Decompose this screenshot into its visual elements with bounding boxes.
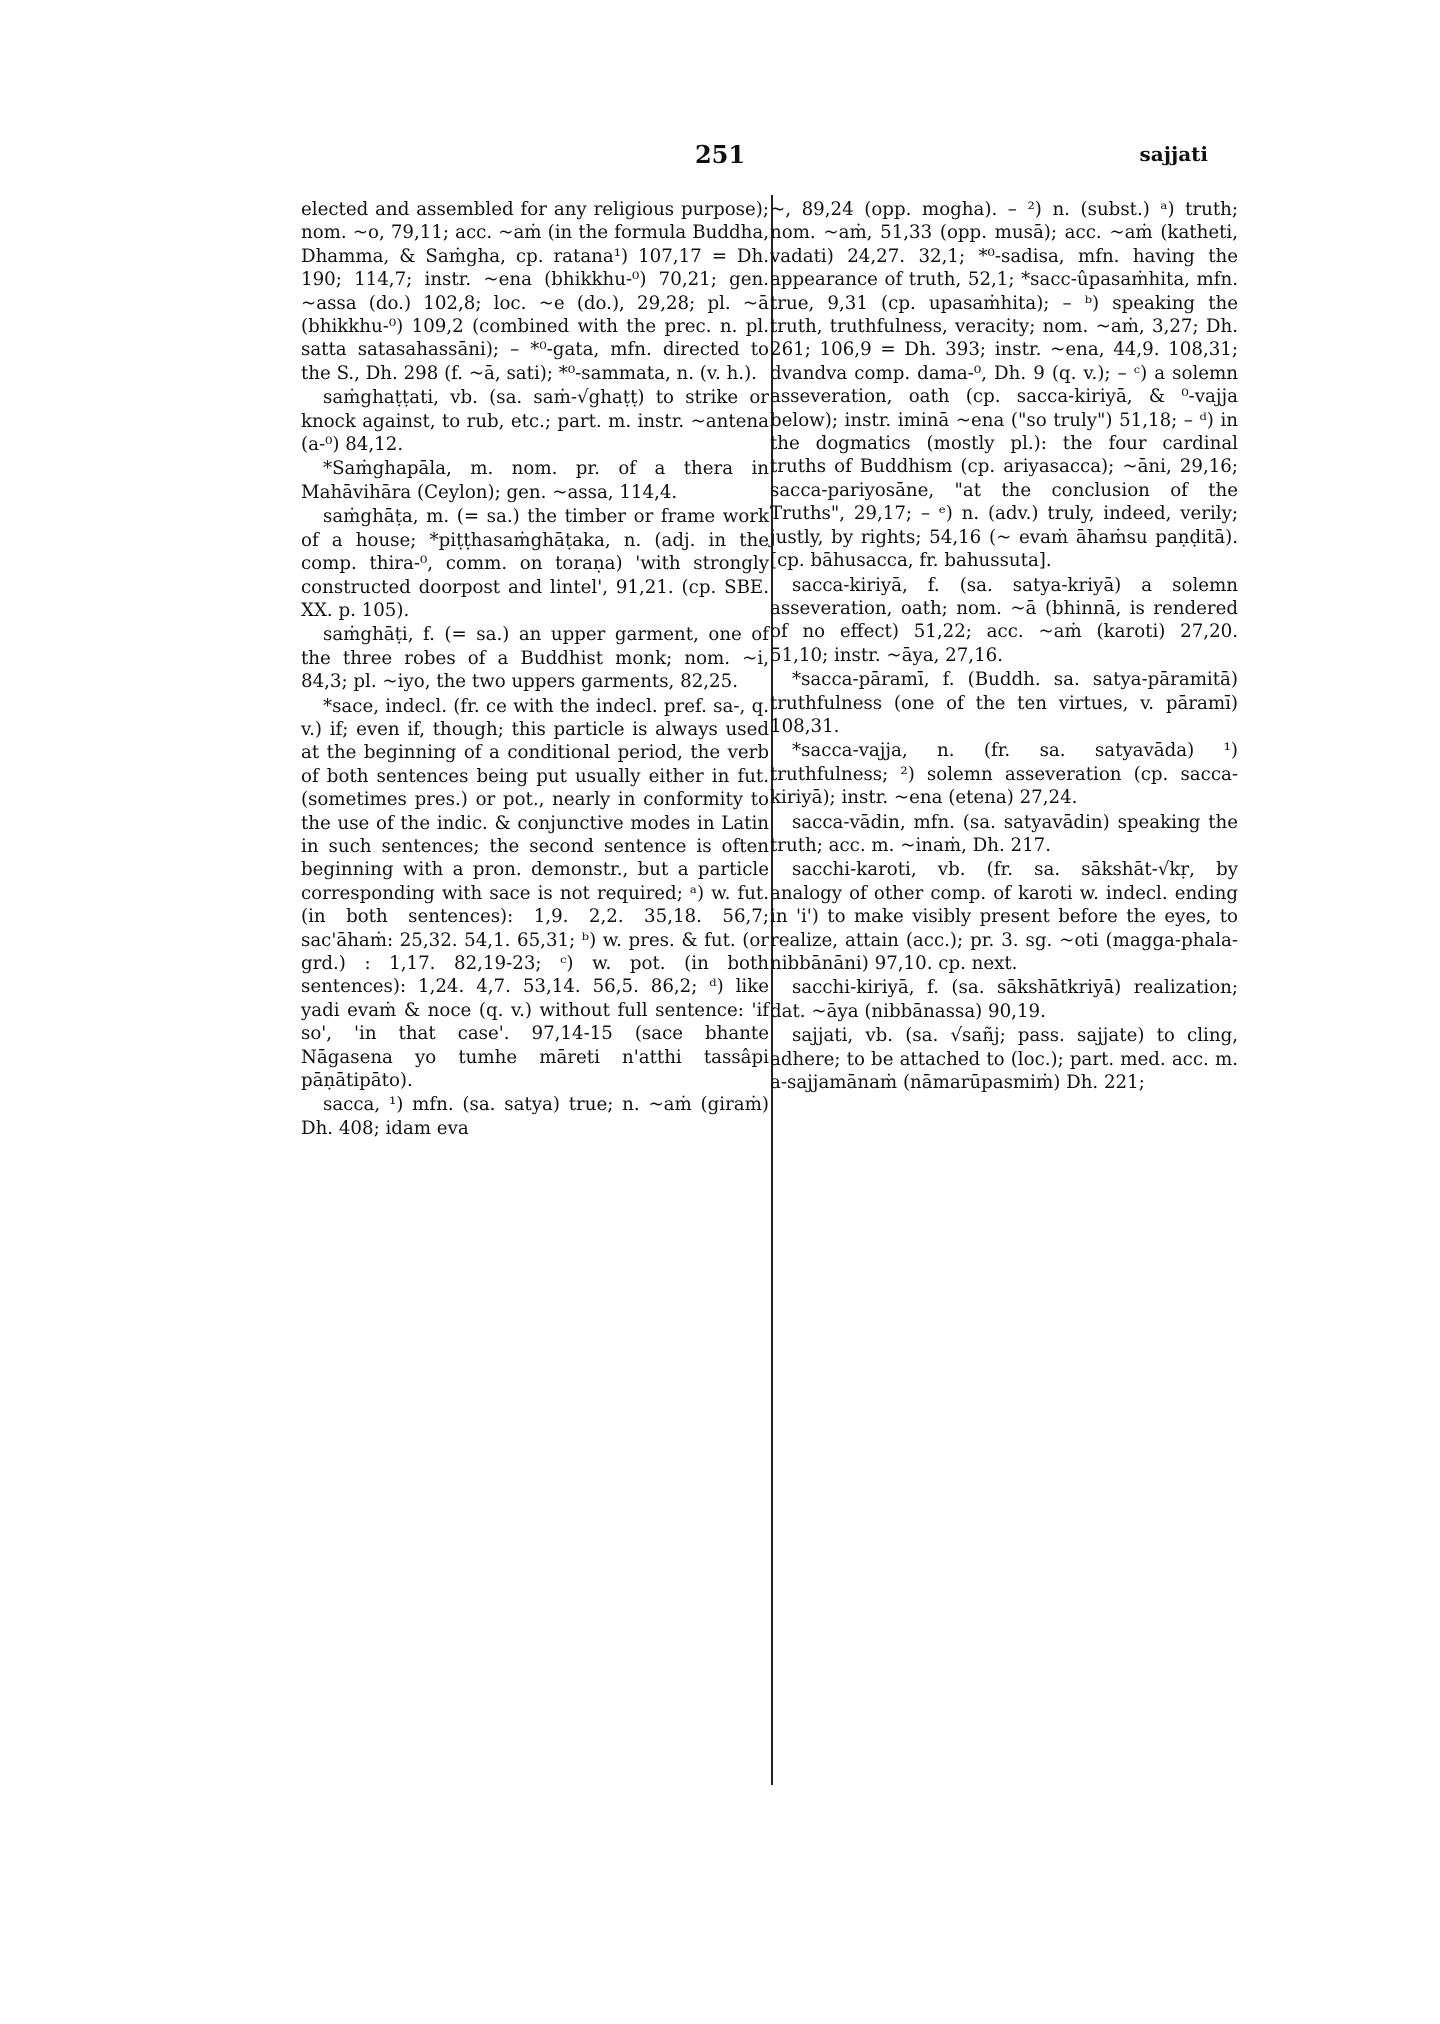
entry-sacca-vadin: sacca-vādin, mfn. (sa. satyavādin) speaking the truth; acc. m. ~inaṁ, Dh. 217. <box>770 811 1238 856</box>
running-head: sajjati <box>1139 142 1208 166</box>
entry-sacca: sacca, ¹) mfn. (sa. satya) true; n. ~aṁ (giraṁ) Dh. 408; idam eva <box>301 1094 769 1139</box>
entry-sacchi-kiriya: sacchi-kiriyā, f. (sa. sākshātkriyā) realization; dat. ~āya (nibbānassa) 90,19. <box>770 977 1238 1022</box>
entry-sacca-vajja: *sacca-vajja, n. (fr. sa. satyavāda) ¹) truthfulness; ²) solemn asseveration (cp. sacca-kiriyā); instr. ~ena (etena) 27,24. <box>770 740 1238 809</box>
entry-samghati: saṁghāṭi, f. (= sa.) an upper garment, one of the three robes of a Buddhist monk; nom. ~i, 84,3; pl. ~iyo, the two uppers garments, 82,25. <box>301 624 769 693</box>
entry-sacca-parami: *sacca-pāramī, f. (Buddh. sa. satya-pāramitā) truthfulness (one of the ten virtues, v. pāramī) 108,31. <box>770 669 1238 737</box>
entry-sacchi-karoti: sacchi-karoti, vb. (fr. sa. sākshāt-√kṛ, by analogy of other comp. of karoti w. indecl. ending in 'i') to make visibly present before the eyes, to realize, attain (acc.); pr. 3. sg. ~oti (magga-phala-nibbānāni) 97,10. cp. next. <box>770 859 1238 974</box>
entry-samghata: saṁghāṭa, m. (= sa.) the timber or frame work of a house; *piṭṭhasaṁghāṭaka, n. (adj. in the comp. thira-⁰, comm. on toraṇa) 'with strongly constructed doorpost and lintel', 91,21. (cp. SBE. XX. p. 105). <box>301 506 769 621</box>
entry-samghattati: saṁghaṭṭati, vb. (sa. saṁ-√ghaṭṭ) to strike or knock against, to rub, etc.; part. m. instr. ~antena (a-⁰) 84,12. <box>301 387 769 456</box>
left-column <box>301 198 769 1140</box>
entry-sace: *sace, indecl. (fr. ce with the indecl. pref. sa-, q. v.) if; even if, though; this particle is always used at the beginning of a conditional period, the verb of both sentences being put usually either in fut. (sometimes pres.) or pot., nearly in conformity to the use of the indic. & conjunctive modes in Latin in such sentences; the second sentence is often beginning with a pron. demonstr., but a particle corresponding with sace is not required; ᵃ) w. fut. (in both sentences): 1,9. 2,2. 35,18. 56,7; sac'āhaṁ: 25,32. 54,1. 65,31; ᵇ) w. pres. & fut. (or grd.) : 1,17. 82,19-23; ᶜ) w. pot. (in both sentences): 1,24. 4,7. 53,14. 56,5. 86,2; ᵈ) like yadi evaṁ & noce (q. v.) without full sentence: 'if so', 'in that case'. 97,14-15 (sace bhante Nāgasena yo tumhe māreti n'atthi tassâpi pāṇātipāto). <box>301 695 769 1092</box>
entry-continuation: elected and assembled for any religious purpose); nom. ~o, 79,11; acc. ~aṁ (in the formula Buddha, Dhamma, & Saṁgha, cp. ratana¹) 107,17 = Dh. 190; 114,7; instr. ~ena (bhikkhu-⁰) 70,21; gen. ~assa (do.) 102,8; loc. ~e (do.), 29,28; pl. ~ā (bhikkhu-⁰) 109,2 (combined with the prec. n. pl. satta satasahassāni); – *⁰-gata, mfn. directed to the S., Dh. 298 (f. ~ā, sati); *⁰-sammata, n. (v. h.). <box>301 199 769 384</box>
entry-sacca-kiriya: sacca-kiriyā, f. (sa. satya-kriyā) a solemn asseveration, oath; nom. ~ā (bhinnā, is rendered of no effect) 51,22; acc. ~aṁ (karoti) 27,20. 51,10; instr. ~āya, 27,16. <box>770 574 1238 666</box>
right-column <box>770 198 1238 1094</box>
entry-sajjati: sajjati, vb. (sa. √sañj; pass. sajjate) to cling, adhere; to be attached to (loc.); part. med. acc. m. a-sajjamānaṁ (nāmarūpasmiṁ) Dh. 221; <box>770 1025 1238 1094</box>
entry-samghapala: *Saṁghapāla, m. nom. pr. of a thera in Mahāvihāra (Ceylon); gen. ~assa, 114,4. <box>301 458 769 503</box>
page-header <box>0 140 1440 170</box>
entry-sacca-continuation: ~, 89,24 (opp. mogha). – ²) n. (subst.) ᵃ) truth; nom. ~aṁ, 51,33 (opp. musā); acc. ~aṁ (katheti, vadati) 24,27. 32,1; *⁰-sadisa, mfn. having the appearance of truth, 52,1; *sacc-ûpasaṁhita, mfn. true, 9,31 (cp. upasaṁhita); – ᵇ) speaking the truth, truthfulness, veracity; nom. ~aṁ, 3,27; Dh. 261; 106,9 = Dh. 393; instr. ~ena, 44,9. 108,31; dvandva comp. dama-⁰, Dh. 9 (q. v.); – ᶜ) a solemn asseveration, oath (cp. sacca-kiriyā, & ⁰-vajja below); instr. iminā ~ena ("so truly") 51,18; – ᵈ) in the dogmatics (mostly pl.): the four cardinal truths of Buddhism (cp. ariyasacca); ~āni, 29,16; sacca-pariyosāne, "at the conclusion of the Truths", 29,17; – ᵉ) n. (adv.) truly, indeed, verily; justly, by rights; 54,16 (~ evaṁ āhaṁsu paṇḍitā). [cp. bāhusacca, fr. bahussuta]. <box>770 199 1238 572</box>
page-number: 251 <box>694 140 746 169</box>
